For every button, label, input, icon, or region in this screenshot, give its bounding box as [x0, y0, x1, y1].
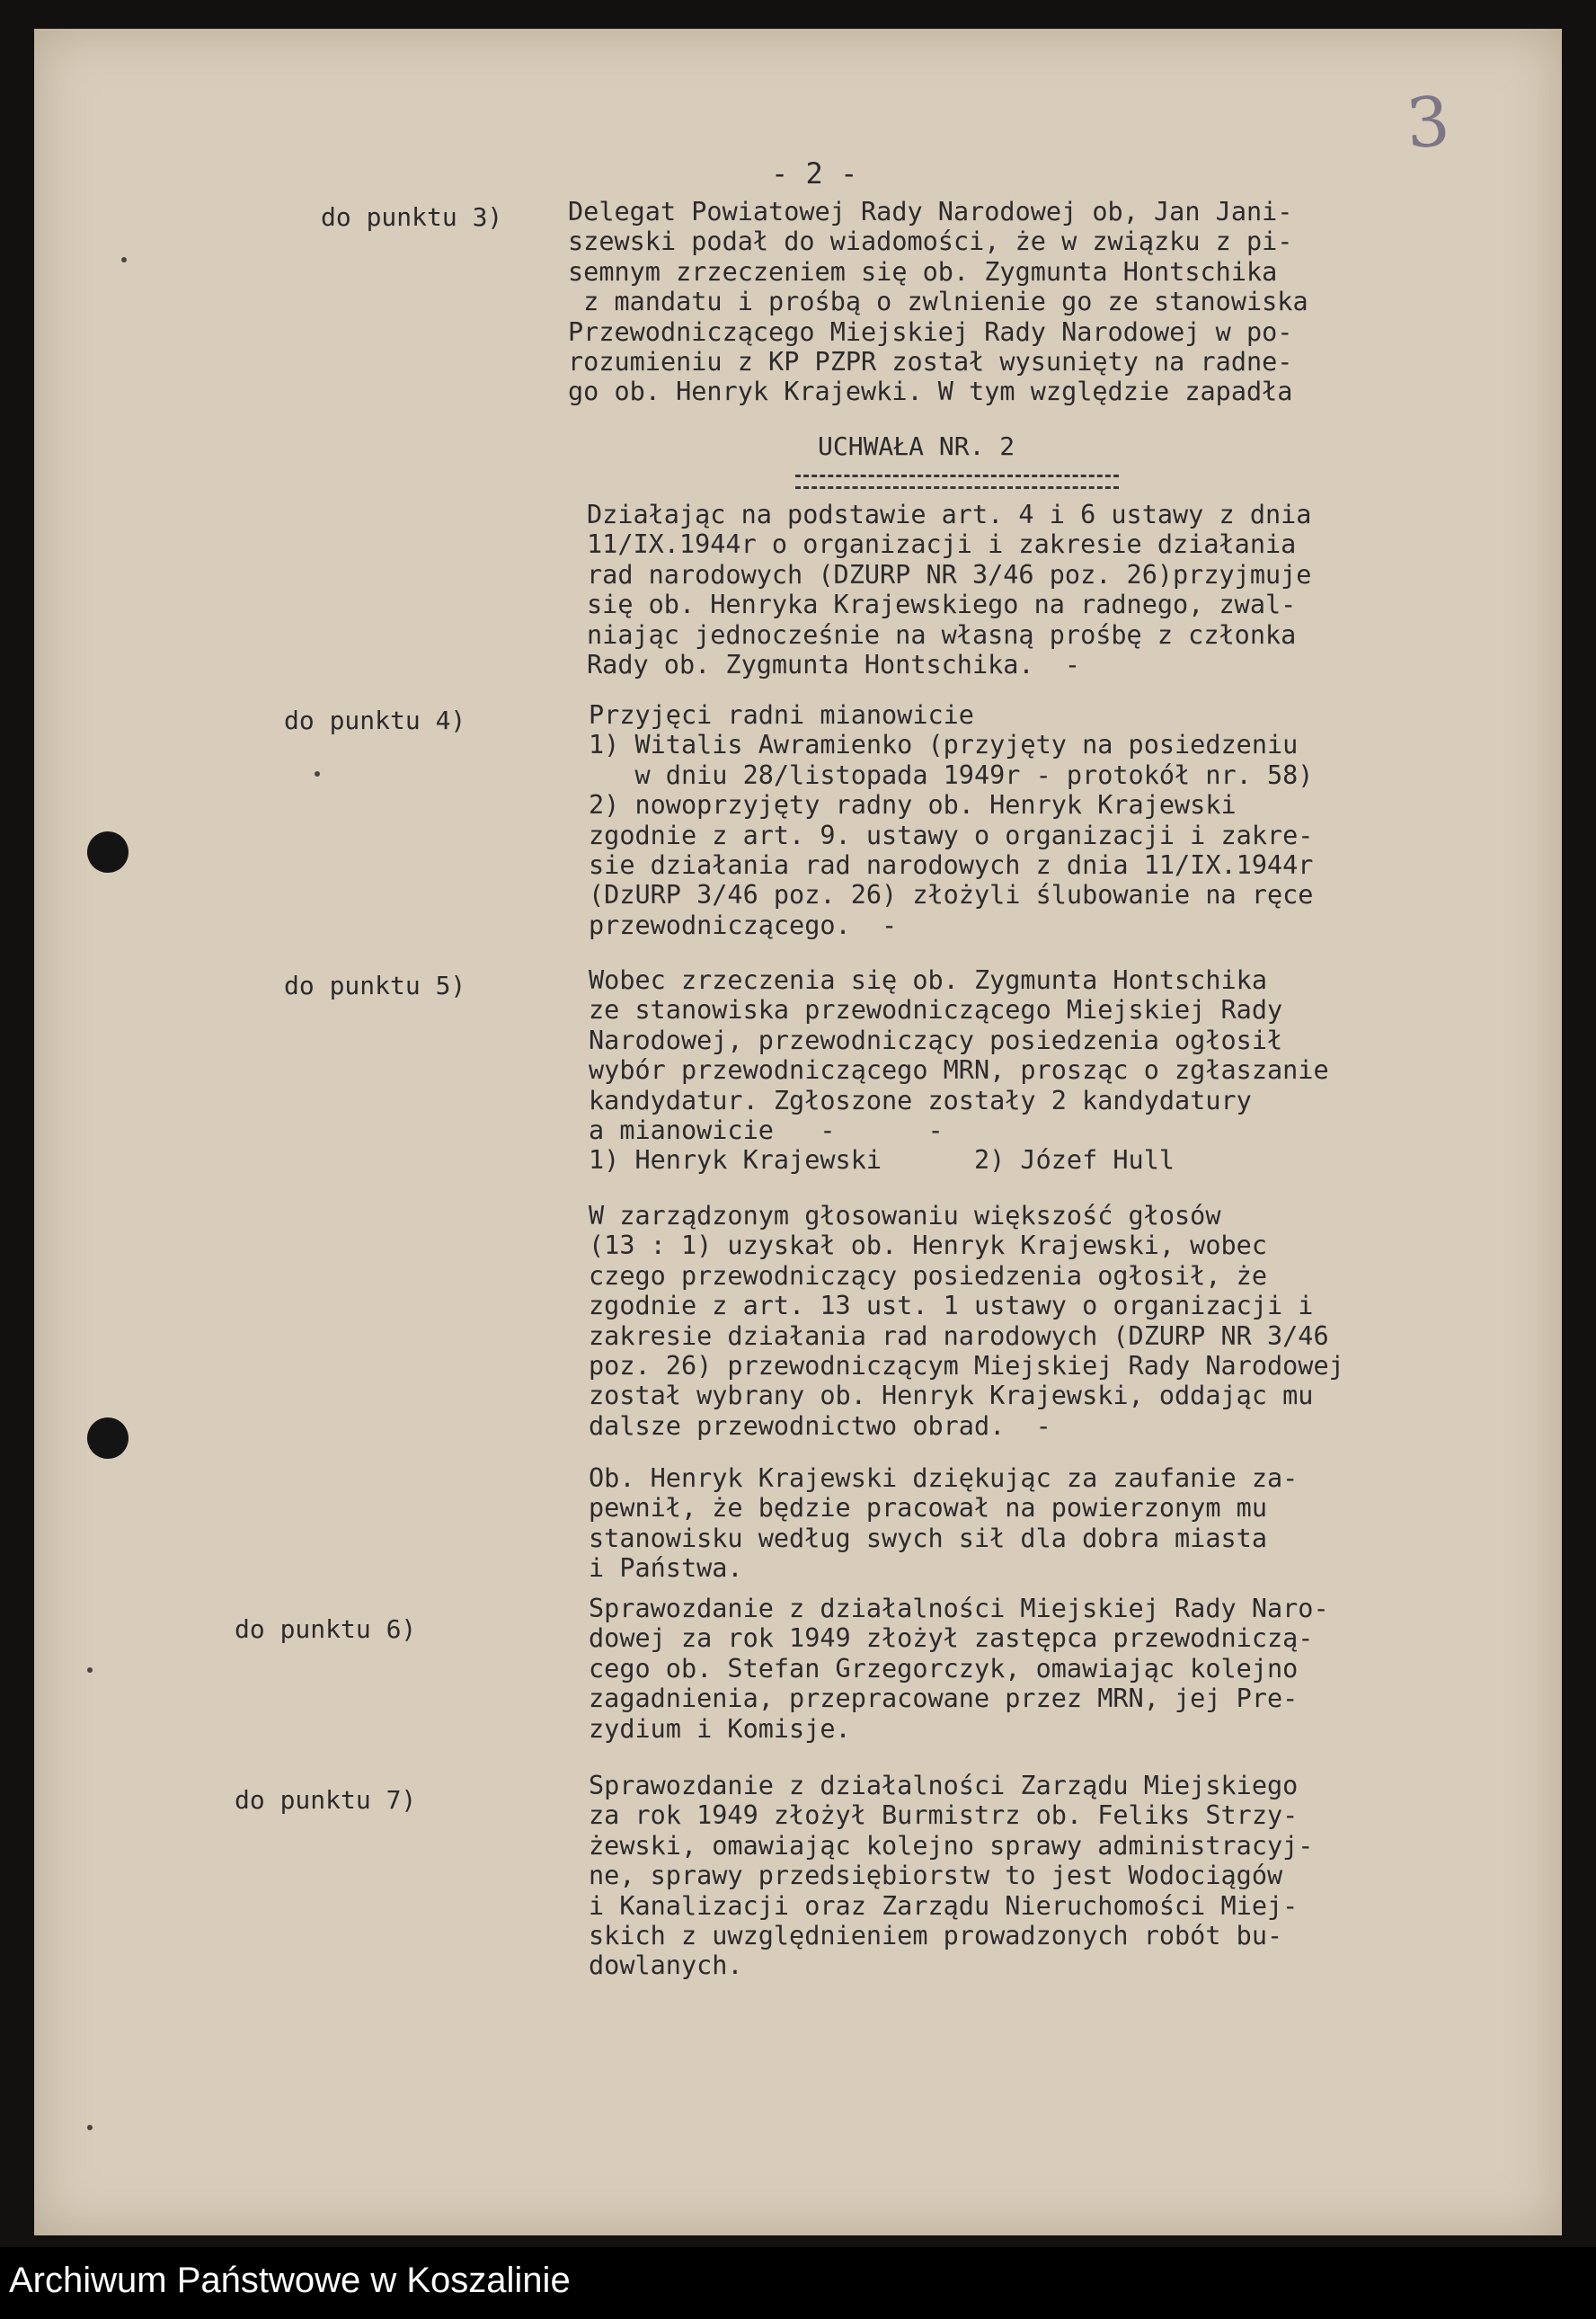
text-line: W zarządzonym głosowaniu większość głosów: [589, 1201, 1221, 1231]
section-label: do punktu 7): [235, 1785, 417, 1815]
text-line: semnym zrzeczeniem się ob. Zygmunta Hontschika: [568, 256, 1278, 287]
text-line: Sprawozdanie z działalności Zarządu Miejskiego: [589, 1771, 1299, 1800]
archive-page-number: 3: [1403, 80, 1453, 164]
election-text: [589, 1201, 1344, 1441]
resolution-title: UCHWAŁA NR. 2: [818, 431, 1015, 461]
archive-name: Archiwum Państwowe w Koszalinie: [9, 2261, 571, 2300]
text-line: Przewodniczącego Miejskiej Rady Narodowej w po-: [568, 316, 1293, 347]
text-line: niając jednocześnie na własną prośbę z członka: [587, 619, 1297, 650]
text-line: ne, sprawy przedsiębiorstw to jest Wodociągów: [589, 1861, 1283, 1891]
text-line: 2) nowoprzyjęty radny ob. Henryk Krajewski: [589, 790, 1237, 821]
text-line: poz. 26) przewodniczącym Miejskiej Rady Narodowej: [589, 1350, 1344, 1381]
text-line: szewski podał do wiadomości, że w związku z pi-: [568, 227, 1293, 257]
text-line: Wobec zrzeczenia się ob. Zygmunta Hontschika: [589, 965, 1267, 995]
section-text: [568, 197, 1308, 407]
text-line: sie działania rad narodowych z dnia 11/IX.1944r: [589, 849, 1314, 880]
text-line: za rok 1949 złożył Burmistrz ob. Feliks Strzy-: [589, 1800, 1299, 1831]
text-line: dalsze przewodnictwo obrad. -: [589, 1410, 1051, 1441]
section-text: [589, 965, 1329, 1176]
text-line: Sprawozdanie z działalności Miejskiej Rady Naro-: [589, 1594, 1329, 1623]
text-line: Narodowej, przewodniczący posiedzenia ogłosił: [589, 1025, 1283, 1055]
section-text: [589, 700, 1313, 940]
paper-speck: [87, 1667, 93, 1673]
resolution-text: [587, 500, 1311, 680]
text-line: kandydatur. Zgłoszone zostały 2 kandydatury: [589, 1085, 1252, 1115]
text-line: się ob. Henryka Krajewskiego na radnego, zwal-: [587, 590, 1297, 620]
paper-speck: [121, 257, 127, 262]
text-line: pewnił, że będzie pracował na powierzonym mu: [589, 1493, 1267, 1524]
archive-footer-bar: [0, 2247, 1596, 2319]
text-line: Działając na podstawie art. 4 i 6 ustawy z dnia: [587, 500, 1312, 529]
section-text: [589, 1771, 1313, 1981]
text-line: dowlanych.: [589, 1950, 743, 1981]
text-line: przewodniczącego. -: [589, 910, 898, 940]
section-label: do punktu 6): [235, 1614, 417, 1644]
text-line: został wybrany ob. Henryk Krajewski, oddając mu: [589, 1381, 1314, 1411]
text-line: i Państwa.: [589, 1553, 743, 1584]
text-line: 1) Henryk Krajewski 2) Józef Hull: [589, 1145, 1175, 1176]
text-line: zydium i Komisje.: [589, 1713, 851, 1744]
text-line: rozumieniu z KP PZPR został wysunięty na radne-: [568, 346, 1293, 377]
text-line: (DzURP 3/46 poz. 26) złożyli ślubowanie na ręce: [589, 880, 1314, 911]
text-line: rad narodowych (DZURP NR 3/46 poz. 26)przyjmuje: [587, 559, 1312, 590]
text-line: 11/IX.1944r o organizacji i zakresie działania: [587, 529, 1297, 560]
section-label: do punktu 5): [284, 971, 466, 1000]
text-line: skich z uwzględnieniem prowadzonych robót bu-: [589, 1920, 1283, 1950]
paper-speck: [87, 2125, 93, 2130]
text-line: żewski, omawiając kolejno sprawy administracyj-: [589, 1830, 1314, 1861]
text-line: (13 : 1) uzyskał ob. Henryk Krajewski, wobec: [589, 1231, 1267, 1261]
text-line: z mandatu i prośbą o zwlnienie go ze stanowiska: [568, 287, 1308, 317]
page-number: - 2 -: [771, 156, 858, 191]
paper-speck: [315, 771, 320, 777]
text-line: Przyjęci radni mianowicie: [589, 700, 974, 730]
text-line: w dniu 28/listopada 1949r - protokół nr. 58): [589, 760, 1314, 790]
text-line: i Kanalizacji oraz Zarządu Nieruchomości Miej-: [589, 1890, 1299, 1921]
title-underline: [795, 475, 1119, 489]
section-label: do punktu 3): [321, 202, 503, 232]
thanks-text: [589, 1463, 1298, 1584]
text-line: zgodnie z art. 13 ust. 1 ustawy o organizacji i: [589, 1291, 1314, 1321]
text-line: Rady ob. Zygmunta Hontschika. -: [587, 649, 1081, 680]
punch-hole: [87, 831, 129, 873]
text-line: stanowisku według swych sił dla dobra miasta: [589, 1523, 1267, 1553]
text-line: czego przewodniczący posiedzenia ogłosił, że: [589, 1260, 1267, 1291]
text-line: zakresie działania rad narodowych (DZURP NR 3/46: [589, 1320, 1329, 1351]
text-line: ze stanowiska przewodniczącego Miejskiej Rady: [589, 995, 1283, 1026]
text-line: wybór przewodniczącego MRN, prosząc o zgłaszanie: [589, 1055, 1329, 1086]
text-line: zagadnienia, przepracowane przez MRN, jej Pre-: [589, 1684, 1299, 1714]
punch-hole: [87, 1417, 129, 1459]
text-line: Ob. Henryk Krajewski dziękując za zaufanie za-: [589, 1463, 1299, 1493]
text-line: zgodnie z art. 9. ustawy o organizacji i zakre-: [589, 820, 1314, 850]
text-line: cego ob. Stefan Grzegorczyk, omawiając kolejno: [589, 1653, 1299, 1684]
section-label: do punktu 4): [284, 706, 466, 735]
text-line: a mianowicie - -: [589, 1115, 944, 1145]
text-line: dowej za rok 1949 złożył zastępca przewodniczą-: [589, 1623, 1314, 1654]
section-text: [589, 1594, 1329, 1744]
text-line: go ob. Henryk Krajewki. W tym względzie zapadła: [568, 377, 1293, 407]
text-line: 1) Witalis Awramienko (przyjęty na posiedzeniu: [589, 730, 1299, 760]
text-line: Delegat Powiatowej Rady Narodowej ob, Jan Jani-: [568, 197, 1293, 227]
